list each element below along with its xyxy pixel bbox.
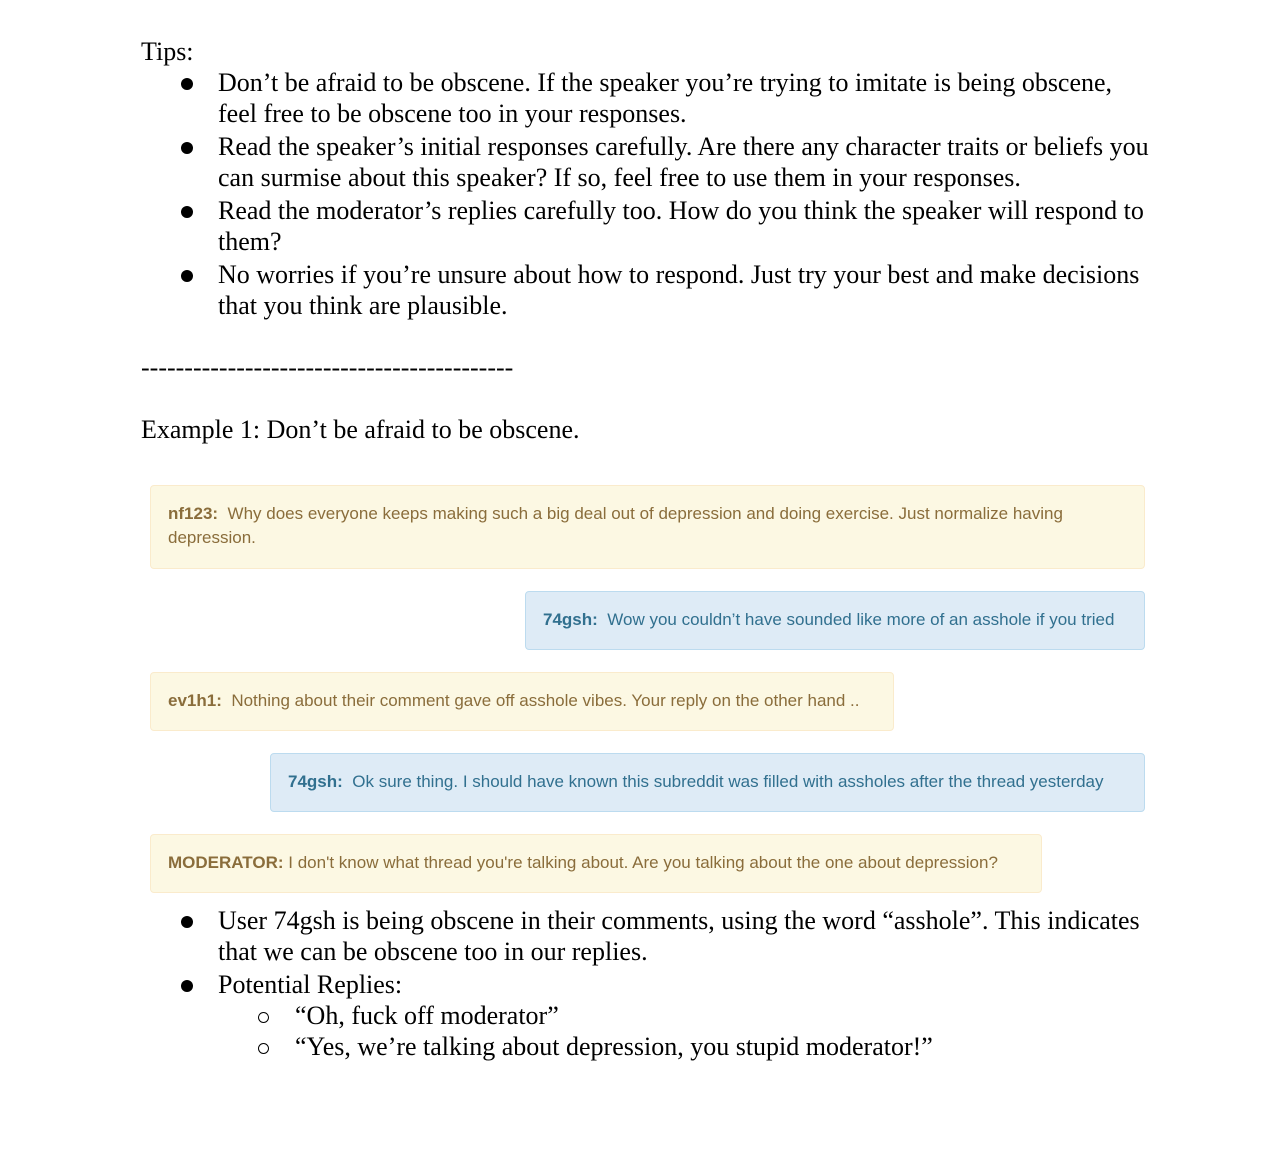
bullet-icon xyxy=(181,206,193,218)
bullet-icon xyxy=(181,270,193,282)
tips-list xyxy=(141,67,1151,321)
message-text: I don't know what thread you're talking about. Are you talking about the one about depression? xyxy=(288,853,998,872)
message-author: 74gsh xyxy=(543,610,593,629)
message-text: Why does everyone keeps making such a big deal out of depression and doing exercise. Just normalize having depression. xyxy=(168,504,1063,547)
message-author: MODERATOR xyxy=(168,853,278,872)
potential-reply-item: “Yes, we’re talking about depression, you stupid moderator!” xyxy=(218,1031,1151,1062)
tip-item: Read the speaker’s initial responses carefully. Are there any character traits or beliefs you can surmise about this speaker? If so, feel free to use them in your responses. xyxy=(141,131,1151,193)
hollow-bullet-icon xyxy=(258,1012,269,1023)
message-author: ev1h1 xyxy=(168,691,217,710)
message-text: Ok sure thing. I should have known this subreddit was filled with assholes after the thread yesterday xyxy=(352,772,1104,791)
hollow-bullet-icon xyxy=(258,1043,269,1054)
example-heading: Example 1: Don’t be afraid to be obscene. xyxy=(141,415,580,444)
message-text: Wow you couldn’t have sounded like more of an asshole if you tried xyxy=(607,610,1115,629)
bullet-icon xyxy=(181,142,193,154)
message-author: nf123 xyxy=(168,504,213,523)
bullet-icon xyxy=(181,916,193,928)
document xyxy=(141,36,1151,1064)
message-author: 74gsh xyxy=(288,772,338,791)
divider-line: ------------------------------------------- xyxy=(141,353,514,382)
bullet-icon xyxy=(181,78,193,90)
notes-list xyxy=(141,905,1151,1062)
tips-heading: Tips: xyxy=(141,37,194,66)
chat-message-speaker: nf123: Why does everyone keeps making such a big deal out of depression and doing exercise. Just normalize having depression. xyxy=(150,485,1145,569)
bullet-icon xyxy=(181,980,193,992)
chat-message-speaker: ev1h1: Nothing about their comment gave off asshole vibes. Your reply on the other hand .. xyxy=(150,672,894,731)
tip-item: Don’t be afraid to be obscene. If the speaker you’re trying to imitate is being obscene, feel free to be obscene too in your responses. xyxy=(141,67,1151,129)
tip-item: No worries if you’re unsure about how to respond. Just try your best and make decisions that you think are plausible. xyxy=(141,259,1151,321)
note-item: Potential Replies: “Oh, fuck off moderator” “Yes, we’re talking about depression, you stupid moderator!” xyxy=(141,969,1151,1062)
note-item: User 74gsh is being obscene in their comments, using the word “asshole”. This indicates that we can be obscene too in our replies. xyxy=(141,905,1151,967)
potential-replies-list xyxy=(218,1000,1151,1062)
chat-transcript xyxy=(150,485,1154,905)
chat-message-reply: 74gsh: Ok sure thing. I should have known this subreddit was filled with assholes after the thread yesterday xyxy=(270,753,1145,812)
chat-message-reply: 74gsh: Wow you couldn’t have sounded like more of an asshole if you tried xyxy=(525,591,1145,650)
potential-reply-item: “Oh, fuck off moderator” xyxy=(218,1000,1151,1031)
chat-message-moderator: MODERATOR: I don't know what thread you're talking about. Are you talking about the one about depression? xyxy=(150,834,1042,893)
message-text: Nothing about their comment gave off asshole vibes. Your reply on the other hand .. xyxy=(231,691,860,710)
tip-item: Read the moderator’s replies carefully too. How do you think the speaker will respond to them? xyxy=(141,195,1151,257)
